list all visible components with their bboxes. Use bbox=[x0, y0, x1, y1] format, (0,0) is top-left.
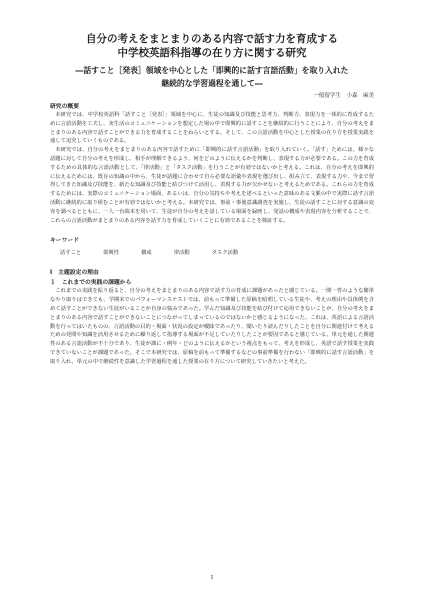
chapter-heading bbox=[50, 269, 374, 277]
paper-subtitle-line2: 継続的な学習過程を通して― bbox=[161, 79, 263, 88]
subchapter-heading bbox=[50, 279, 374, 287]
author: 一般留学生 小森 麻美 bbox=[313, 93, 374, 99]
chapter-number: Ⅰ bbox=[50, 270, 53, 277]
keyword-item: タスク活動 bbox=[211, 250, 239, 257]
paper-title: 自分の考えをまとまりのある内容で話す力を育成する bbox=[86, 33, 338, 45]
keyword-item: 即興性 bbox=[103, 250, 120, 257]
keyword-item: 帯活動 bbox=[173, 250, 190, 257]
keywords-heading: キーワード bbox=[50, 238, 79, 245]
abstract-heading: 研究の概要 bbox=[50, 104, 79, 110]
chapter-title: 主題設定の理由 bbox=[58, 270, 99, 277]
body-paragraph: これまでの実践を振り返ると、自分の考えをまとまりのある内容で話す力の育成に課題があったと感じている。一問一答のような簡単なやり取りはできても、学期末でのパフォーマンステストでは、前もって準備した原稿を暗唱している生徒や、考えの理由や具体例を含めて話すことができない生徒がいることが自身の悩みであった。学んだ知識及び技能を結び付けて応用できないことが、自分の考えをまとまりのある内容で話すことができないことにつながってしまっているのではないかと感じるようになった。これは、英語による言語活動を行ってはいたものの、言語活動の目的・場面・状況の設定が曖昧であったり、聞いたり読んだりしたことを自分に関連付けて考えるための発問や知識を活用させるために繰り返して指導する場面が不足していたりしたことが要因であると感じている。単元を通した関連性のある言語活動が不十分であり、生徒が課に・例年・どのように伝えるかという視点をもって、考えを形成し、英語で話す授業を実践できていないことが課題であった。そこで本研究では、原稿を前もって準備するなどの事前準備を行わない「即興的に話す言語活動」を取り入れ、単元の中で継続性を意識した学習過程を通した授業の在り方について研究していきたいと考えた。 bbox=[50, 288, 374, 365]
keywords-list bbox=[60, 249, 374, 257]
keyword-item: 構成 bbox=[141, 250, 152, 257]
abstract-paragraph-2: 本研究では、自分の考えをまとまりのある内容で話すために「即興的に話す言語活動」を取り入れていく。「話す」ためには、様々な話題に対して自分の考えを形成し、相手が理解できるよう、何をどのように伝えるかを判断し、表現する力が必要である。この力を育成するための具体的な言語活動として、「帯活動」と「タスク活動」を行うことが有効ではないかと考える。これは、自分の考えを即興的に伝えるためには、既存の知識の中から、生徒が話題に合わせて自ら必要な語彙や表現を選び出し、組み立て、表現する力や、今まで習得してきた知識及び技能を、新たな知識及び技能と結びつけて活用し、表現する力が欠かせないと考えるためである。これらの力を育成するためには、実際のコミュニケーション場面、あるいは、自分の気持ちや考えを述べるといった意味のある文脈の中で実際に話す言語活動に継続的に取り組むことが有効ではないかと考える。本研究では、事前・事後意識調査を実施し、生徒の話すことに対する意識の変容を調べるとともに、一人一台端末を用いて、生徒が自分の考えを話している場面を録画し、発話の構成や表現内容を分析することで、これらの言語活動がまとまりのある内容を話す力を育成していくことに有効であることを検証する。 bbox=[50, 147, 374, 224]
subchapter-number: １ bbox=[50, 280, 56, 287]
subchapter-title: これまでの実践の課題から bbox=[61, 280, 132, 287]
abstract-paragraph-1: 本研究では、中学校英語科「話すこと［発表］」領域を中心に、生徒の知識及び技能と思考力、判断力、表現力を一体的に育成するために言語活動を工夫し、実生活のコミュニケーションを想定した場の中で即興的に話すことを継続的に行うことにより、自分の考えをまとまりのある内容で話すことができる力を育成することをねらいとする。そして、この言語活動を中心とした授業の在り方を授業実践を通して追究していくものである。 bbox=[50, 112, 374, 145]
paper-title-line2: 中学校英語科指導の在り方に関する研究 bbox=[117, 47, 307, 59]
keyword-item: 話すこと bbox=[60, 250, 82, 257]
paper-subtitle-line1: ―話すこと［発表］領域を中心とした「即興的に話す言語活動」を取り入れた bbox=[75, 66, 349, 75]
page-number: 1 bbox=[210, 575, 214, 581]
